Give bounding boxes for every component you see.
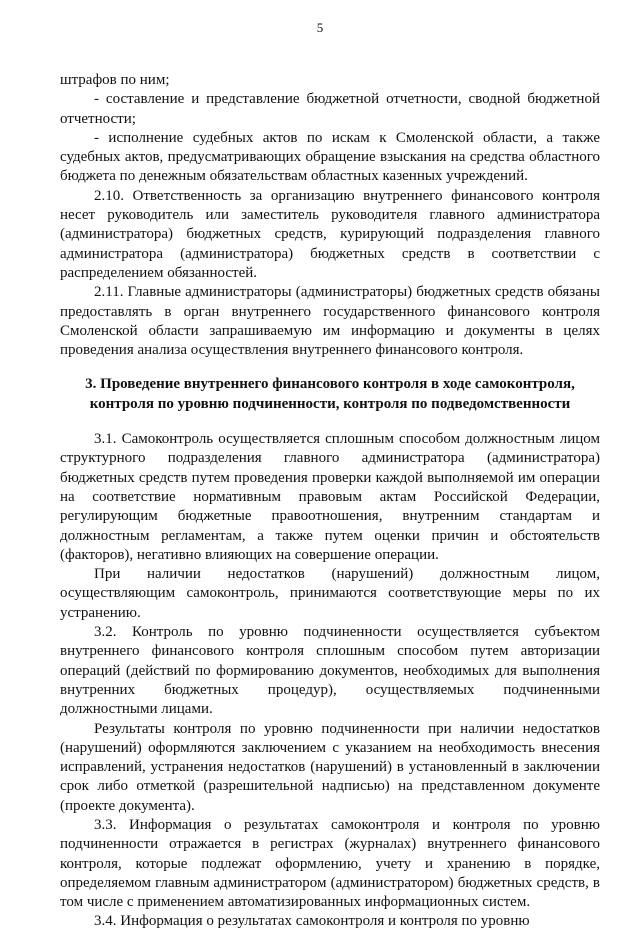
document-body bbox=[60, 71, 600, 932]
paragraph-control-results: Результаты контроля по уровню подчиненности при наличии недостатков (нарушений) оформляются заключением с указанием на необходимость внесения исправлений, устранения недостатков (нарушений) в установленный в заключении срок либо отметкой (разрешительной надписью) на представленном документе (проекте документа). bbox=[60, 720, 600, 814]
list-item-court-acts: - исполнение судебных актов по искам к Смоленской области, а также судебных актов, предусматривающих обращение взыскания на средства областного бюджета по денежным обязательствам областных казенных учреждений. bbox=[60, 129, 600, 185]
paragraph-2-10: 2.10. Ответственность за организацию внутреннего финансового контроля несет руководитель или заместитель руководителя главного администратора (администратора) бюджетных средств, курирующий подразделения главного администратора (администратора) бюджетных средств в соответствии с распределением обязанностей. bbox=[60, 187, 600, 281]
paragraph-3-3: 3.3. Информация о результатах самоконтроля и контроля по уровню подчиненности отражается в регистрах (журналах) внутреннего финансового контроля, которые подлежат оформлению, учету и хранению в порядке, определяемом главным администратором (администратором) бюджетных средств, в том числе с применением автоматизированных информационных систем. bbox=[60, 816, 600, 911]
paragraph-3-2: 3.2. Контроль по уровню подчиненности осуществляется субъектом внутреннего финансового контроля сплошным способом путем авторизации операций (действий по формированию документов, необходимых для выполнения внутренних бюджетных процедур), осуществляемых подчиненными должностными лицами. bbox=[60, 624, 600, 718]
page-number: 5 bbox=[316, 20, 324, 35]
paragraph: штрафов по ним; bbox=[60, 72, 170, 88]
section-heading: 3. Проведение внутреннего финансового контроля в ходе самоконтроля, контроля по уровню подчиненности, контроля по подведомственности bbox=[85, 376, 575, 412]
paragraph-3-1: 3.1. Самоконтроль осуществляется сплошным способом должностным лицом структурного подразделения главного администратора (администратора) бюджетных средств путем проведения проверки каждой выполняемой им операции на соответствие нормативным правовым актам Российской Федерации, регулирующим бюджетные правоотношения, внутренним стандартам и должностным регламентам, а также путем оценки причин и обстоятельств (факторов), негативно влияющих на совершение операции. bbox=[60, 431, 600, 563]
paragraph-3-4: 3.4. Информация о результатах самоконтроля и контроля по уровню bbox=[94, 913, 530, 930]
list-item-reporting: - составление и представление бюджетной отчетности, сводной бюджетной отчетности; bbox=[60, 91, 600, 127]
paragraph-2-11: 2.11. Главные администраторы (администраторы) бюджетных средств обязаны предоставлять в орган внутреннего государственного финансового контроля Смоленской области запрашиваемую им информацию и документы в целях проведения анализа осуществления внутреннего финансового контроля. bbox=[60, 284, 600, 359]
paragraph-self-control-measures: При наличии недостатков (нарушений) должностным лицом, осуществляющим самоконтроль, принимаются соответствующие меры по их устранению. bbox=[60, 566, 600, 621]
